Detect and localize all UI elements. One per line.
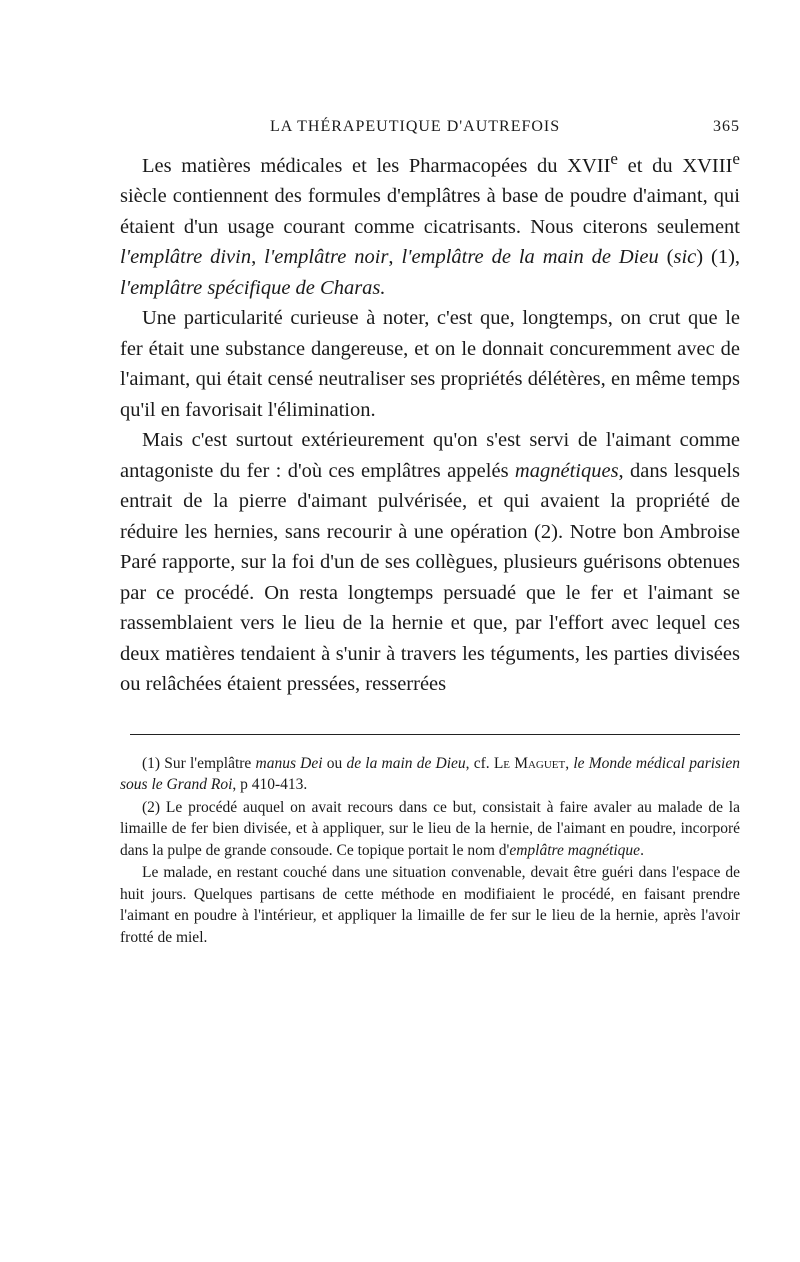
italic-run: emplâtre magnétique bbox=[509, 841, 641, 859]
text-run: siècle contiennent des formules d'emplâtres à base de poudre d'aimant, qui étaient d'un usage courant comme cicatrisants. Nous citerons seulement bbox=[120, 185, 740, 238]
text-run: , bbox=[565, 754, 574, 772]
main-text bbox=[120, 144, 740, 700]
italic-run: l'emplâtre noir bbox=[264, 246, 389, 269]
text-run: , bbox=[251, 246, 265, 269]
italic-run: manus Dei bbox=[255, 754, 323, 772]
author-name: Le Maguet bbox=[493, 754, 566, 772]
text-run: Mais c'est surtout extérieurement qu'on s'est servi de l'aimant comme antagoniste du fer : d'où ces emplâtres appelés bbox=[120, 429, 740, 482]
text-run: , cf. bbox=[465, 754, 494, 772]
text-run: Les matières médicales et les Pharmacopées du bbox=[142, 154, 568, 177]
paragraph-3 bbox=[120, 425, 740, 700]
italic-run: l'emplâtre divin bbox=[120, 246, 252, 269]
footnote-divider bbox=[130, 734, 740, 735]
footnotes bbox=[120, 753, 740, 949]
text-run: , bbox=[388, 246, 402, 269]
italic-run: de la main de Dieu bbox=[346, 754, 466, 772]
page-number: 365 bbox=[713, 118, 740, 135]
text-run: et du bbox=[618, 154, 683, 177]
text-run: (1) Sur l'emplâtre bbox=[142, 754, 256, 772]
italic-run: le Monde médical parisien sous le Grand Roi bbox=[120, 754, 740, 794]
paragraph-1 bbox=[120, 144, 740, 303]
text-run: , dans lesquels entrait de la pierre d'aimant pulvérisée, et qui avaient la propriété de réduire les hernies, sans recourir à une opération (2). Notre bon Ambroise Paré rapporte, sur la foi d'un de ses collègues, plusieurs guérisons obtenues par ce procédé. On resta longtemps persuadé que le fer et l'aimant se rassemblaient vers le lieu de la hernie et que, par l'effort avec lequel ces deux matières tendaient à s'unir à travers les téguments, les parties divisées ou relâchées étaient pressées, resserrées bbox=[120, 459, 740, 696]
footnote-1 bbox=[120, 753, 740, 796]
book-page bbox=[120, 114, 740, 949]
superscript: e bbox=[732, 149, 740, 168]
text-run: ( bbox=[658, 246, 674, 269]
footnote-2-continued: Le malade, en restant couché dans une situation convenable, devait être guéri dans l'espace de huit jours. Quelques partisans de cette méthode en modifiaient le procédé, en faisant prendre l'aimant en poudre à l'intérieur, et appliquer la limaille de fer sur le lieu de la hernie, après l'avoir frotté de miel. bbox=[120, 864, 740, 946]
italic-run: l'emplâtre de la main de Dieu bbox=[401, 246, 659, 269]
text-run: (2) Le procédé auquel on avait recours dans ce but, consistait à faire avaler au malade de la limaille de fer bien divisée, et à appliquer, sur le lieu de la hernie, de l'aimant en poudre, incorporé dans la pulpe de grande consoude. Ce topique portait le nom d' bbox=[120, 798, 740, 859]
century-numeral: XVII bbox=[567, 154, 611, 177]
text-run: , p 410-413. bbox=[232, 776, 308, 794]
running-head bbox=[120, 114, 740, 144]
running-title: LA THÉRAPEUTIQUE D'AUTREFOIS bbox=[270, 118, 561, 135]
text-run: . bbox=[640, 841, 644, 859]
text-run: ou bbox=[322, 754, 347, 772]
text-run: ) (1), bbox=[696, 246, 741, 269]
italic-run: sic bbox=[673, 246, 697, 269]
footnote-2 bbox=[120, 797, 740, 862]
superscript: e bbox=[610, 149, 618, 168]
paragraph-2: Une particularité curieuse à noter, c'est que, longtemps, on crut que le fer était une substance dangereuse, et on le donnait concuremment avec de l'aimant, qui était censé neutraliser ses propriétés délétères, en même temps qu'il en favorisait l'élimination. bbox=[120, 307, 740, 421]
italic-run: l'emplâtre spécifique de Charas. bbox=[120, 276, 386, 299]
italic-run: magnétiques bbox=[514, 459, 619, 482]
century-numeral: XVIII bbox=[682, 154, 733, 177]
